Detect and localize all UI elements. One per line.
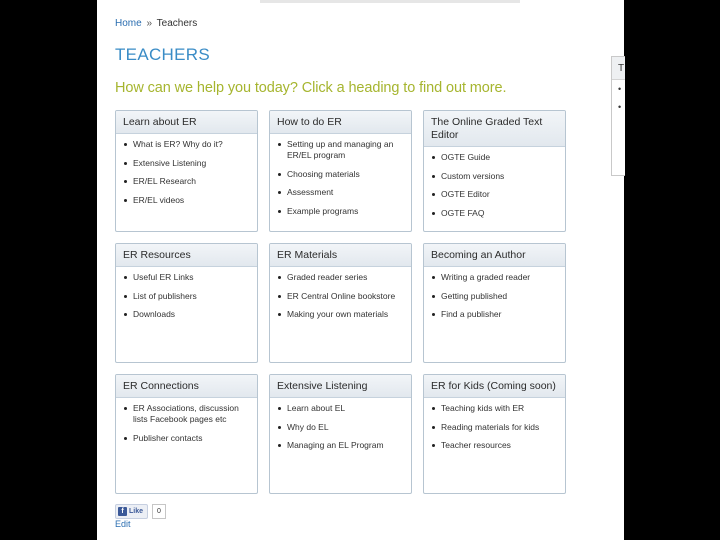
card-list-item[interactable]: [123, 158, 251, 169]
card-item-label: List of publishers: [133, 290, 197, 301]
breadcrumb-current: Teachers: [156, 18, 198, 29]
card-list-item[interactable]: [277, 291, 405, 302]
bullet-icon: [124, 143, 127, 146]
bullet-icon: [124, 199, 127, 202]
bullet-icon: [278, 295, 281, 298]
facebook-like-widget: [115, 504, 166, 519]
card-list-item[interactable]: [277, 139, 405, 161]
card-er-resources: [115, 243, 258, 363]
breadcrumb-separator: »: [146, 18, 153, 29]
card-er-materials: [269, 243, 412, 363]
card-er-for-kids: [423, 374, 566, 494]
card-item-label: Why do EL: [287, 421, 329, 432]
card-heading-link[interactable]: ER Resources: [116, 244, 257, 267]
bullet-icon: [124, 407, 127, 410]
card-list-item[interactable]: [123, 176, 251, 187]
card-heading-link[interactable]: Becoming an Author: [424, 244, 565, 267]
card-item-label: Reading materials for kids: [441, 421, 540, 432]
card-link-list: [116, 398, 257, 444]
card-becoming-an-author: [423, 243, 566, 363]
bullet-icon: [278, 313, 281, 316]
card-extensive-listening: [269, 374, 412, 494]
card-item-label: Learn about EL: [287, 403, 346, 413]
page-title: TEACHERS: [115, 45, 210, 64]
card-list-item[interactable]: [431, 208, 559, 219]
card-list-item[interactable]: [431, 403, 559, 414]
bullet-icon: [278, 444, 281, 447]
right-letterbox: [624, 0, 720, 540]
bullet-icon: [124, 162, 127, 165]
card-item-label: Extensive Listening: [133, 157, 207, 168]
card-list-item[interactable]: [123, 403, 251, 425]
bullet-icon: [432, 276, 435, 279]
card-heading-link[interactable]: ER Connections: [116, 375, 257, 398]
bullet-icon: [124, 295, 127, 298]
left-letterbox: [0, 0, 97, 540]
card-list-item[interactable]: [277, 440, 405, 451]
facebook-like-button[interactable]: [115, 504, 148, 519]
card-how-to-do-er: [269, 110, 412, 232]
card-list-item[interactable]: [277, 422, 405, 433]
card-item-label: Assessment: [287, 187, 334, 197]
card-list-item[interactable]: [123, 309, 251, 320]
card-link-list: [424, 398, 565, 451]
card-heading-link[interactable]: Extensive Listening: [270, 375, 411, 398]
card-list-item[interactable]: [277, 187, 405, 198]
card-item-label: ER Central Online bookstore: [287, 290, 396, 301]
card-item-label: Useful ER Links: [133, 272, 194, 282]
bullet-icon: [432, 295, 435, 298]
card-item-label: ER Associations, discussion lists Facebook pages etc: [133, 403, 239, 424]
card-heading-link[interactable]: The Online Graded Text Editor: [424, 111, 565, 147]
card-item-label: ER/EL Research: [133, 176, 196, 186]
bullet-icon: [278, 191, 281, 194]
card-heading-link[interactable]: ER Materials: [270, 244, 411, 267]
card-heading-link[interactable]: Learn about ER: [116, 111, 257, 134]
card-link-list: [270, 267, 411, 320]
card-list-item[interactable]: [277, 169, 405, 180]
card-list-item[interactable]: [277, 403, 405, 414]
bullet-icon: [278, 276, 281, 279]
card-item-label: Downloads: [133, 309, 176, 319]
card-item-label: Graded reader series: [287, 272, 368, 282]
sidebar-panel-bullet: •: [618, 102, 622, 112]
card-list-item[interactable]: [277, 309, 405, 320]
card-list-item[interactable]: [431, 171, 559, 182]
card-item-label: Teaching kids with ER: [441, 403, 525, 413]
card-online-graded-text-editor: [423, 110, 566, 232]
bullet-icon: [432, 193, 435, 196]
card-list-item[interactable]: [123, 433, 251, 444]
card-list-item[interactable]: [431, 440, 559, 451]
bullet-icon: [432, 212, 435, 215]
card-list-item[interactable]: [431, 291, 559, 302]
like-label: Like: [129, 508, 144, 515]
card-heading-link[interactable]: How to do ER: [270, 111, 411, 134]
card-list-item[interactable]: [277, 206, 405, 217]
card-link-list: [116, 134, 257, 206]
card-item-label: Example programs: [287, 205, 359, 216]
bullet-icon: [124, 437, 127, 440]
card-item-label: OGTE Guide: [441, 152, 491, 162]
card-link-list: [270, 398, 411, 451]
card-list-item[interactable]: [123, 139, 251, 150]
card-item-label: Managing an EL Program: [287, 440, 384, 450]
bullet-icon: [432, 156, 435, 159]
card-er-connections: [115, 374, 258, 494]
teacher-cards-grid: [115, 110, 566, 494]
breadcrumb: [115, 18, 197, 29]
card-list-item[interactable]: [431, 422, 559, 433]
card-list-item[interactable]: [277, 272, 405, 283]
bullet-icon: [278, 407, 281, 410]
card-item-label: Getting published: [441, 290, 508, 301]
card-item-label: Publisher contacts: [133, 432, 203, 443]
card-item-label: Setting up and managing an ER/EL program: [287, 139, 394, 160]
bullet-icon: [432, 444, 435, 447]
card-item-label: Writing a graded reader: [441, 272, 531, 282]
bullet-icon: [432, 175, 435, 178]
card-list-item[interactable]: [431, 152, 559, 163]
bullet-icon: [124, 313, 127, 316]
card-link-list: [424, 267, 565, 320]
page-subtitle: How can we help you today? Click a heading to find out more.: [115, 80, 507, 96]
card-item-label: Choosing materials: [287, 168, 360, 179]
breadcrumb-home-link[interactable]: Home: [115, 18, 142, 29]
card-item-label: Custom versions: [441, 170, 505, 181]
bullet-icon: [278, 210, 281, 213]
edit-link[interactable]: Edit: [115, 519, 131, 529]
bullet-icon: [278, 426, 281, 429]
sidebar-panel-heading: T: [612, 57, 625, 80]
card-item-label: Find a publisher: [441, 309, 502, 319]
card-item-label: What is ER? Why do it?: [133, 139, 223, 149]
facebook-icon: f: [118, 507, 127, 516]
card-list-item[interactable]: [431, 272, 559, 283]
card-list-item[interactable]: [123, 272, 251, 283]
card-item-label: Teacher resources: [441, 440, 511, 450]
bullet-icon: [432, 426, 435, 429]
card-list-item[interactable]: [123, 291, 251, 302]
card-link-list: [424, 147, 565, 219]
like-count: 0: [152, 504, 166, 519]
card-list-item[interactable]: [123, 195, 251, 206]
card-item-label: OGTE FAQ: [441, 207, 485, 218]
card-link-list: [270, 134, 411, 217]
bullet-icon: [432, 313, 435, 316]
bullet-icon: [124, 180, 127, 183]
bullet-icon: [432, 407, 435, 410]
card-list-item[interactable]: [431, 189, 559, 200]
card-heading-link[interactable]: ER for Kids (Coming soon): [424, 375, 565, 398]
card-item-label: OGTE Editor: [441, 189, 490, 199]
card-link-list: [116, 267, 257, 320]
sidebar-panel-bullet: •: [618, 84, 622, 94]
main-content: [97, 0, 624, 540]
card-learn-about-er: [115, 110, 258, 232]
bullet-icon: [278, 143, 281, 146]
card-item-label: ER/EL videos: [133, 194, 185, 205]
card-list-item[interactable]: [431, 309, 559, 320]
bullet-icon: [278, 173, 281, 176]
card-item-label: Making your own materials: [287, 309, 389, 319]
bullet-icon: [124, 276, 127, 279]
